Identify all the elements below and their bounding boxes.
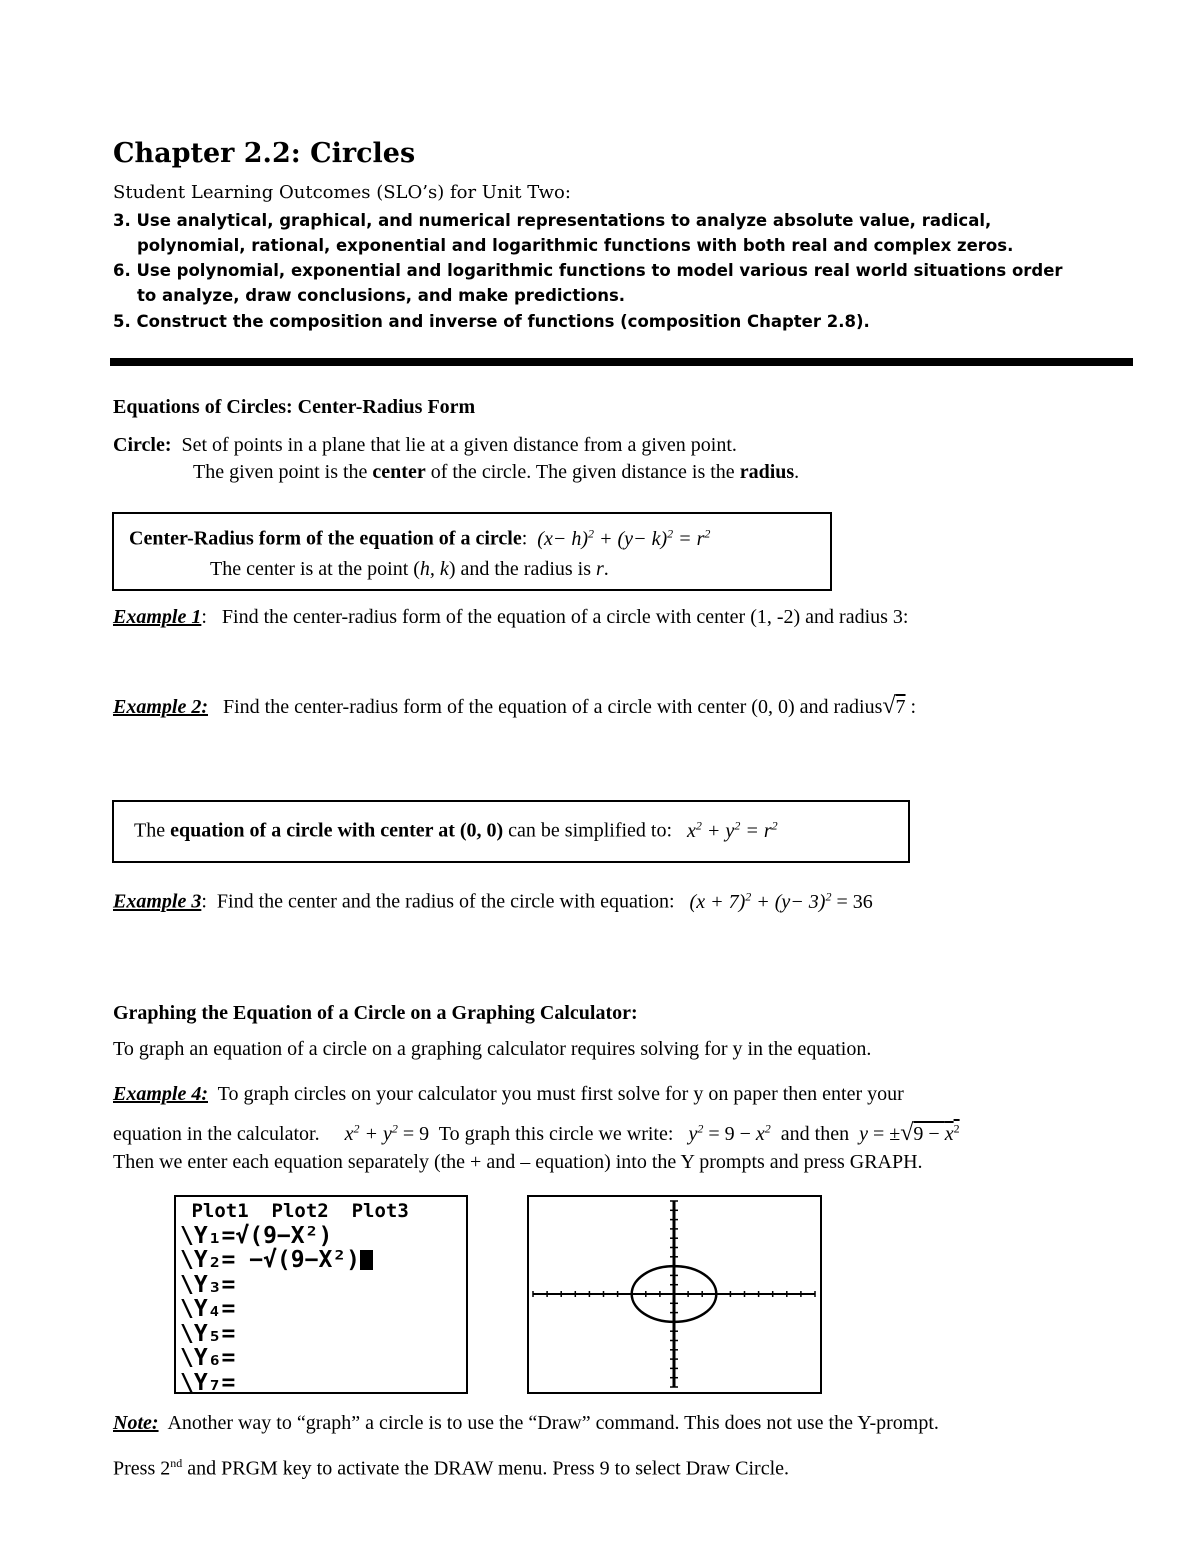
example-4-line3: Then we enter each equation separately (the + and – equation) into the Y prompts and press GRAPH.: [113, 1151, 923, 1173]
page-title: Chapter 2.2: Circles: [113, 138, 416, 169]
calculator-graph-screen: [527, 1195, 822, 1394]
calculator-y-screen: [174, 1195, 468, 1394]
note-label: Note:: [113, 1412, 159, 1434]
example-4-line1: [113, 1083, 904, 1106]
graph-plot: [529, 1197, 819, 1391]
slo-item: polynomial, rational, exponential and logarithmic functions with both real and complex zeros.: [137, 236, 1014, 255]
circle-definition: [113, 434, 737, 457]
box-line2: [210, 558, 609, 581]
circle-definition-line2: [193, 461, 799, 484]
box-text: The center is at the point (: [210, 558, 420, 580]
y5-line: \Y₅=: [180, 1320, 236, 1347]
example-3-equation: $(x + 7)^2 + (y- 3)^2 = 36$: [689, 889, 873, 913]
y2-line: [180, 1248, 409, 1273]
example-text: To graph circles on your calculator you must first solve for y on paper then enter your: [217, 1083, 904, 1105]
example-text: Find the center-radius form of the equation of a circle with center (1, -2) and radius 3:: [221, 606, 909, 628]
slo-item: to analyze, draw conclusions, and make predictions.: [137, 286, 626, 305]
term-center: center: [372, 461, 426, 483]
definition-text: The given point is the: [193, 461, 373, 483]
example-label: Example 3: [113, 890, 202, 913]
y2-text: \Y₂= −√(9−X²): [180, 1247, 361, 1273]
section-heading: Equations of Circles: Center-Radius Form: [113, 396, 476, 418]
plot-menu: Plot1 Plot2 Plot3: [180, 1200, 409, 1222]
radicand: 7: [895, 696, 906, 718]
note-superscript: nd: [170, 1456, 183, 1470]
slo-heading: Student Learning Outcomes (SLO’s) for Unit Two:: [113, 182, 571, 203]
example-text: To graph this circle we write:: [438, 1123, 674, 1145]
box-text: ) and the radius is: [448, 558, 596, 580]
y7-line: \Y₇=: [180, 1369, 236, 1394]
origin-circle-formula: $x^2 + y^2 = r^2$: [687, 818, 778, 842]
solved-equation: $y^2 = 9 - x^2$: [688, 1121, 771, 1145]
origin-circle-box: [112, 800, 910, 863]
box-text: r: [596, 558, 604, 580]
note-text: and PRGM key to activate the DRAW menu. Press 9 to select Draw Circle.: [182, 1457, 790, 1480]
slo-item: 5. Construct the composition and inverse of functions (composition Chapter 2.8).: [113, 312, 870, 331]
section-heading: Graphing the Equation of a Circle on a Graphing Calculator:: [113, 1002, 638, 1024]
note-line2: [113, 1456, 789, 1481]
example-label: Example 2:: [113, 696, 208, 718]
cursor-block: [360, 1250, 373, 1270]
example-colon: :: [201, 890, 207, 913]
box2-line: [134, 818, 778, 843]
box-line1: [129, 526, 710, 551]
definition-text: of the circle. The given distance is the: [425, 461, 740, 483]
y3-line: \Y₃=: [180, 1271, 236, 1298]
formula-colon: :: [521, 527, 528, 550]
example-4-line2: [113, 1120, 960, 1147]
y1-line: \Y₁=√(9−X²): [180, 1222, 333, 1249]
center-radius-formula: $(x- h)^2 + (y- k)^2 = r^2$: [537, 526, 711, 550]
example-text: Find the center-radius form of the equation of a circle with center (0, 0) and radius: [223, 696, 883, 718]
y6-line: \Y₆=: [180, 1345, 236, 1371]
example-text: :: [905, 696, 917, 718]
example-colon: :: [201, 606, 207, 628]
box-text: .: [603, 558, 609, 580]
definition-label: Circle:: [113, 434, 172, 456]
definition-text: .: [794, 461, 800, 483]
box-text: can be simplified to:: [503, 819, 673, 842]
example-text: equation in the calculator.: [113, 1123, 320, 1145]
example-3: [113, 889, 873, 914]
example-label: Example 1: [113, 606, 202, 628]
section-intro: To graph an equation of a circle on a graphing calculator requires solving for y in the equation.: [113, 1038, 872, 1060]
box-text: h, k: [419, 558, 449, 580]
example-1: [113, 606, 908, 629]
example-text: and then: [780, 1123, 850, 1145]
term-radius: radius: [739, 461, 795, 483]
box-text-bold: equation of a circle with center at (0, 0): [170, 819, 504, 842]
note-text: Press 2: [113, 1457, 171, 1480]
definition-text: Set of points in a plane that lie at a given distance from a given point.: [181, 434, 737, 456]
note-text: Another way to “graph” a circle is to use the “Draw” command. This does not use the Y-prompt.: [167, 1412, 939, 1434]
note-line1: [113, 1412, 939, 1435]
y4-line: \Y₄=: [180, 1296, 236, 1322]
slo-item: 6. Use polynomial, exponential and logarithmic functions to model various real world situations order: [113, 261, 1063, 280]
example-text: Find the center and the radius of the circle with equation:: [216, 890, 675, 913]
example-label: Example 4:: [113, 1083, 208, 1105]
box-text: The: [134, 819, 171, 842]
slo-item: 3. Use analytical, graphical, and numerical representations to analyze absolute value, radical,: [113, 211, 992, 230]
formula-label: Center-Radius form of the equation of a circle: [129, 527, 522, 550]
divider-rule: [110, 358, 1133, 366]
center-radius-box: [112, 512, 832, 591]
example-2: [113, 693, 916, 720]
equation-rhs: = 36: [836, 890, 873, 913]
plus-minus-equation: $y = \pm√9 - x^2$: [859, 1120, 960, 1146]
example-4-equation: $x^2 + y^2 = 9$: [344, 1121, 430, 1145]
sqrt-symbol: √: [882, 693, 896, 719]
calculator-lines: [180, 1199, 409, 1394]
